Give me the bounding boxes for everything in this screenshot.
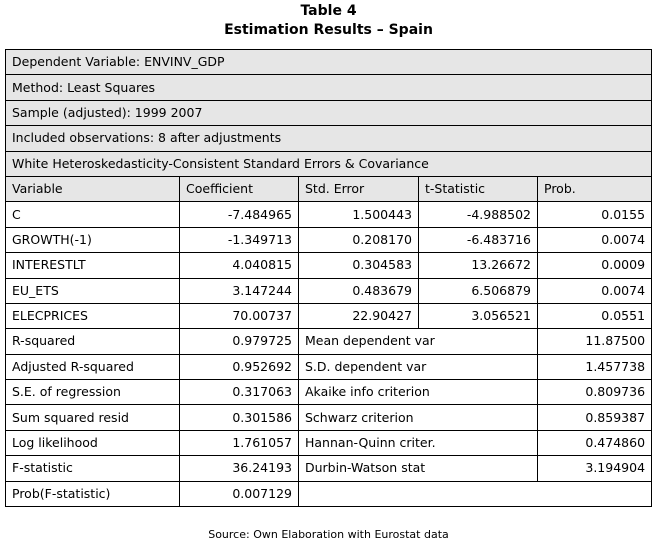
statistic-value: 0.979725: [180, 329, 299, 354]
variable-cell: EU_ETS: [6, 278, 180, 303]
statistics-row: [6, 354, 652, 379]
std-error-cell: 1.500443: [299, 202, 419, 227]
header-prob: Prob.: [538, 176, 652, 201]
statistic-value: 0.301586: [180, 405, 299, 430]
statistic-value: 0.474860: [538, 430, 652, 455]
prob-cell: 0.0155: [538, 202, 652, 227]
statistics-row: [6, 329, 652, 354]
statistic-label: Hannan-Quinn criter.: [299, 430, 538, 455]
std-error-cell: 0.208170: [299, 227, 419, 252]
statistic-value: 11.87500: [538, 329, 652, 354]
source-note: Source: Own Elaboration with Eurostat data: [208, 528, 449, 541]
statistic-value: 0.809736: [538, 380, 652, 405]
info-row: [6, 50, 652, 75]
std-error-cell: 0.304583: [299, 253, 419, 278]
t-statistic-cell: -4.988502: [419, 202, 538, 227]
variable-cell: C: [6, 202, 180, 227]
info-row: [6, 75, 652, 100]
estimation-table-container: [5, 49, 651, 507]
statistics-row: [6, 456, 652, 481]
table-row: [6, 202, 652, 227]
column-header-row: [6, 176, 652, 201]
statistic-label: S.E. of regression: [6, 380, 180, 405]
statistic-value: 0.952692: [180, 354, 299, 379]
table-row: [6, 227, 652, 252]
statistic-label: Adjusted R-squared: [6, 354, 180, 379]
statistic-value: 0.317063: [180, 380, 299, 405]
empty-cell: [299, 481, 652, 506]
statistics-row: [6, 430, 652, 455]
statistic-label: Sum squared resid: [6, 405, 180, 430]
statistics-row: [6, 380, 652, 405]
t-statistic-cell: 6.506879: [419, 278, 538, 303]
statistic-value: 1.761057: [180, 430, 299, 455]
coefficient-cell: -7.484965: [180, 202, 299, 227]
coefficient-cell: -1.349713: [180, 227, 299, 252]
statistic-label: S.D. dependent var: [299, 354, 538, 379]
header-variable: Variable: [6, 176, 180, 201]
coefficient-cell: 3.147244: [180, 278, 299, 303]
header-t-statistic: t-Statistic: [419, 176, 538, 201]
observations-cell: Included observations: 8 after adjustments: [6, 126, 652, 151]
statistic-label: Log likelihood: [6, 430, 180, 455]
statistics-row: [6, 481, 652, 506]
statistic-label: F-statistic: [6, 456, 180, 481]
variable-cell: INTERESTLT: [6, 253, 180, 278]
estimation-results-table: [5, 49, 652, 507]
table-row: [6, 278, 652, 303]
header-coefficient: Coefficient: [180, 176, 299, 201]
table-caption: Estimation Results – Spain: [224, 22, 433, 38]
statistic-value: 1.457738: [538, 354, 652, 379]
variable-cell: ELECPRICES: [6, 303, 180, 328]
prob-cell: 0.0074: [538, 278, 652, 303]
statistics-row: [6, 405, 652, 430]
statistic-label: Schwarz criterion: [299, 405, 538, 430]
table-title: [0, 2, 657, 40]
coefficient-cell: 70.00737: [180, 303, 299, 328]
covariance-note-cell: White Heteroskedasticity-Consistent Standard Errors & Covariance: [6, 151, 652, 176]
method-cell: Method: Least Squares: [6, 75, 652, 100]
header-std-error: Std. Error: [299, 176, 419, 201]
t-statistic-cell: 3.056521: [419, 303, 538, 328]
sample-cell: Sample (adjusted): 1999 2007: [6, 100, 652, 125]
statistic-label: Prob(F-statistic): [6, 481, 180, 506]
std-error-cell: 0.483679: [299, 278, 419, 303]
table-row: [6, 253, 652, 278]
dependent-variable-cell: Dependent Variable: ENVINV_GDP: [6, 50, 652, 75]
table-row: [6, 303, 652, 328]
std-error-cell: 22.90427: [299, 303, 419, 328]
statistic-value: 0.859387: [538, 405, 652, 430]
prob-cell: 0.0551: [538, 303, 652, 328]
statistic-label: R-squared: [6, 329, 180, 354]
statistic-label: Akaike info criterion: [299, 380, 538, 405]
info-row: [6, 151, 652, 176]
statistic-value: 3.194904: [538, 456, 652, 481]
prob-cell: 0.0009: [538, 253, 652, 278]
statistic-value: 0.007129: [180, 481, 299, 506]
t-statistic-cell: 13.26672: [419, 253, 538, 278]
table-number: Table 4: [300, 3, 357, 19]
statistic-label: Durbin-Watson stat: [299, 456, 538, 481]
info-row: [6, 126, 652, 151]
coefficient-cell: 4.040815: [180, 253, 299, 278]
prob-cell: 0.0074: [538, 227, 652, 252]
info-row: [6, 100, 652, 125]
t-statistic-cell: -6.483716: [419, 227, 538, 252]
statistic-value: 36.24193: [180, 456, 299, 481]
statistic-label: Mean dependent var: [299, 329, 538, 354]
variable-cell: GROWTH(-1): [6, 227, 180, 252]
